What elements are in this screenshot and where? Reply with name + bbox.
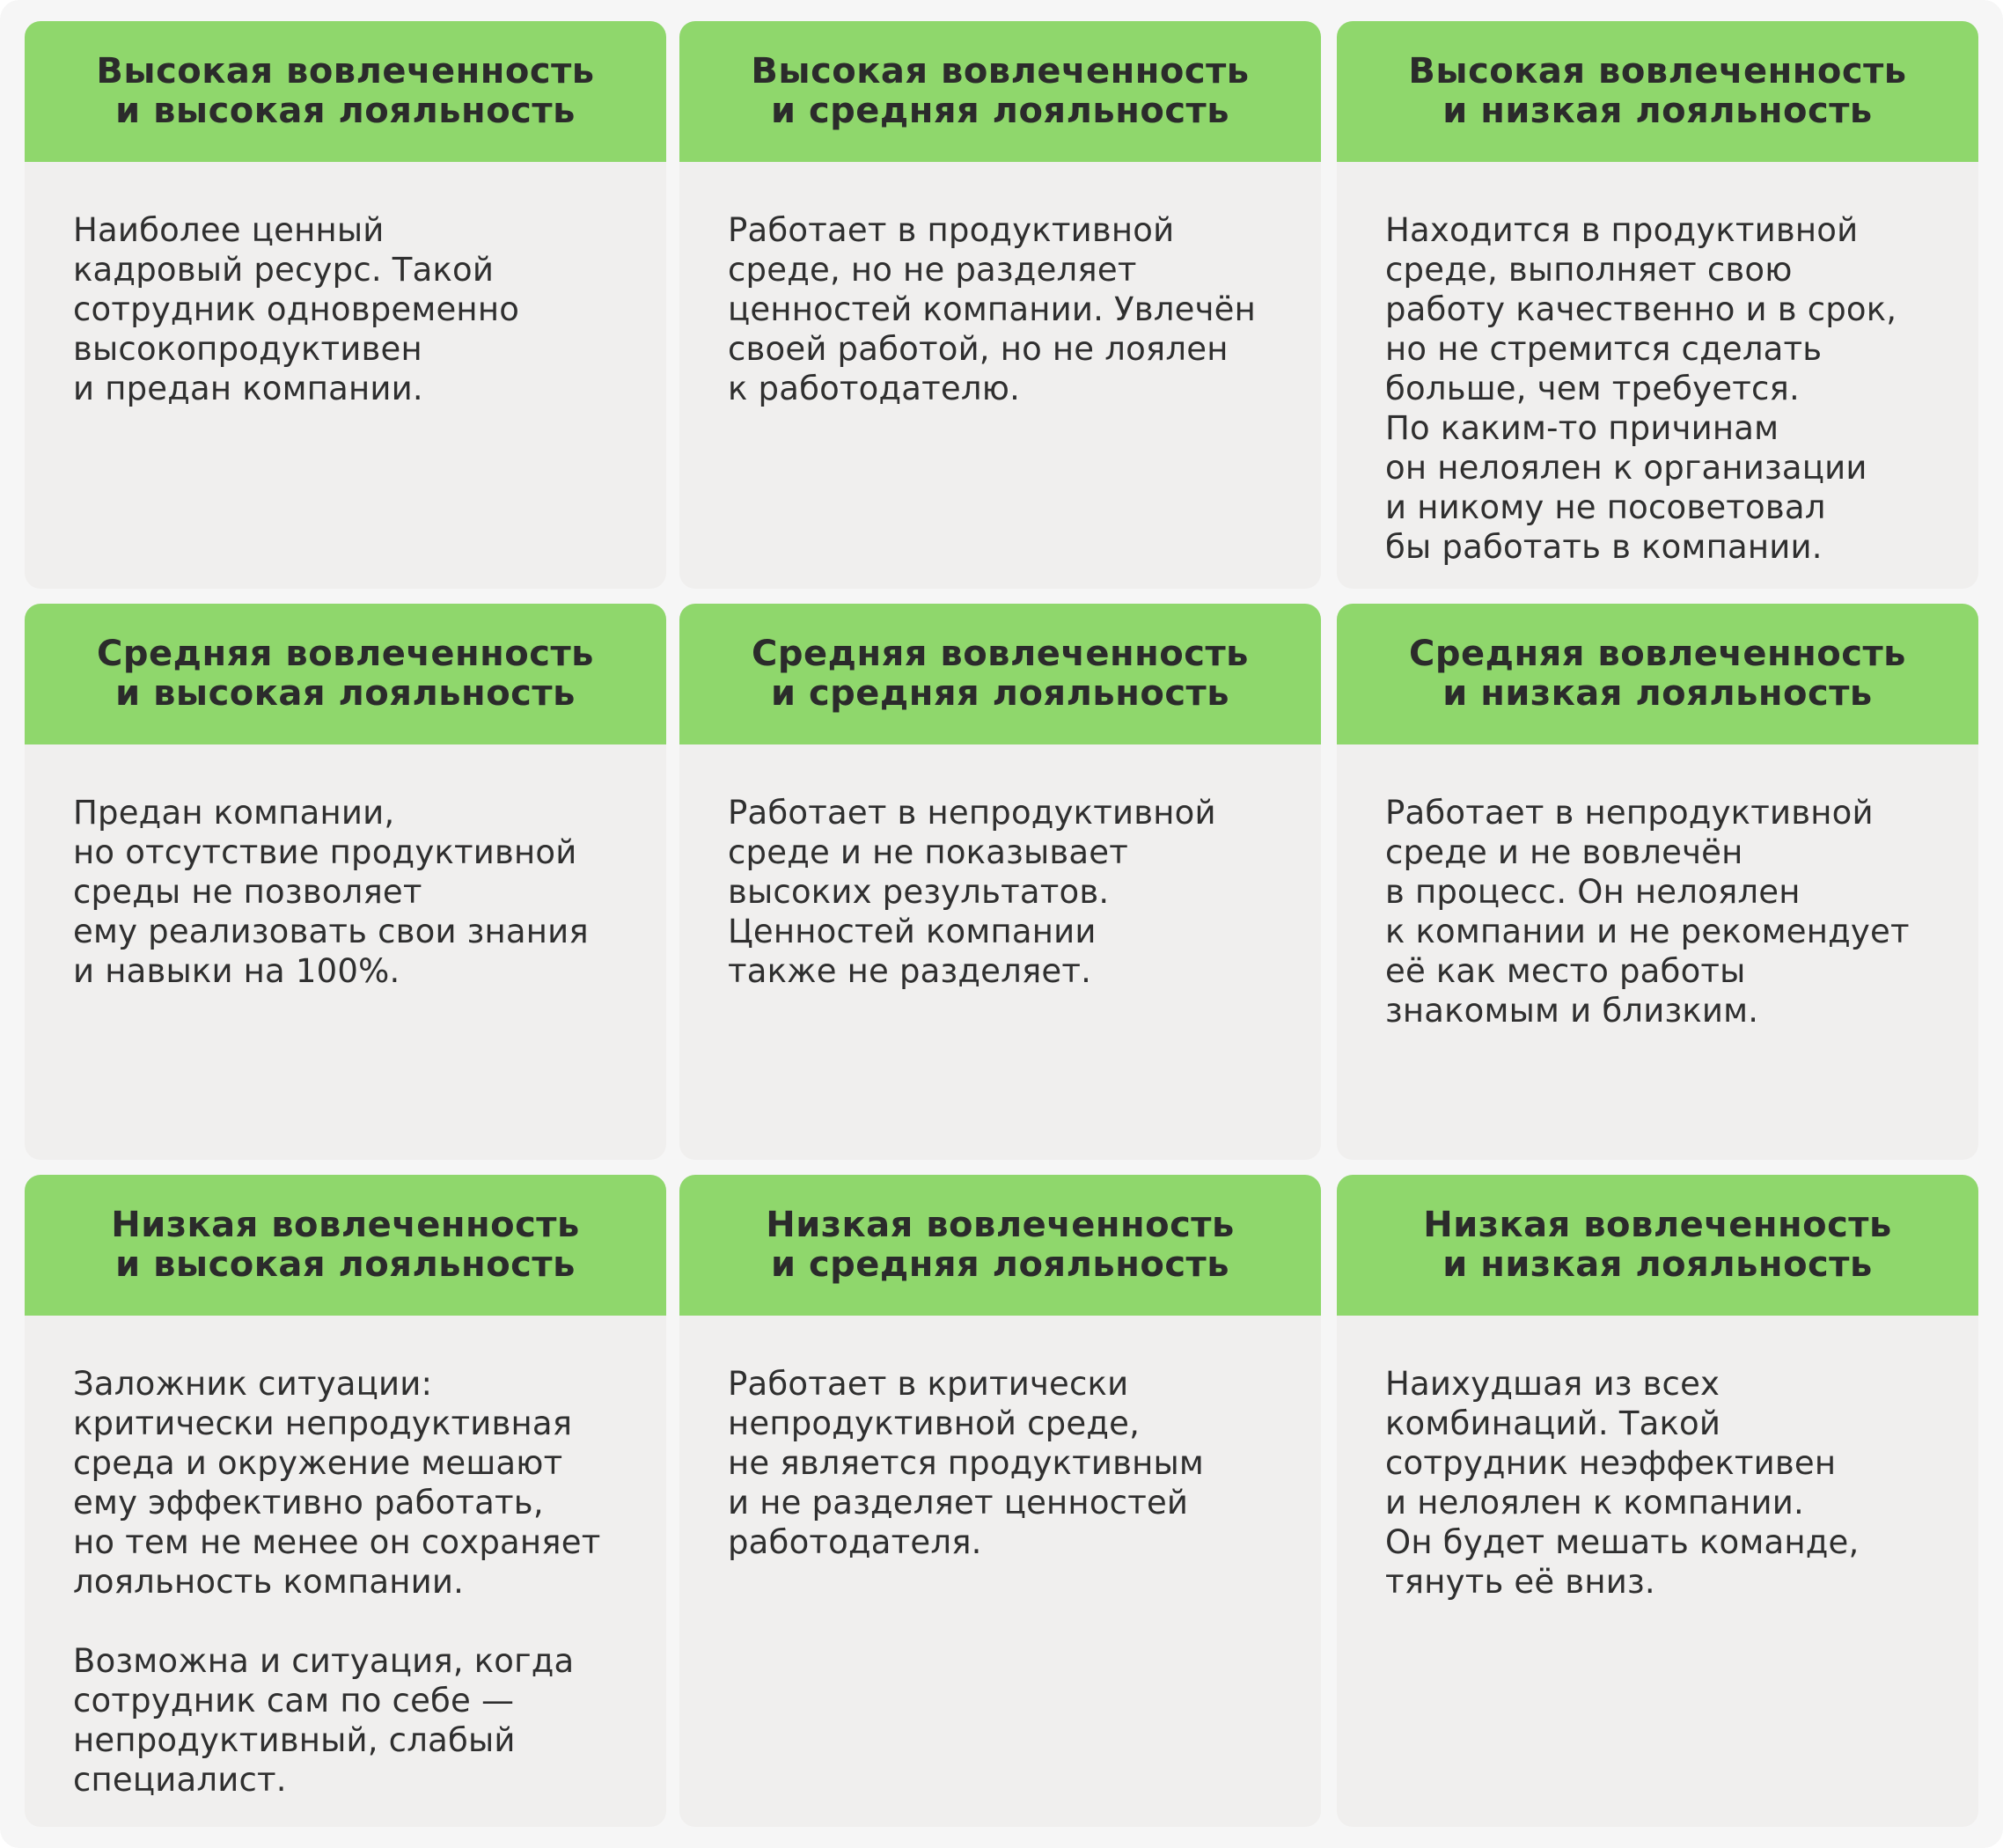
card-title: Низкая вовлеченность и высокая лояльность — [111, 1205, 580, 1285]
card-header — [25, 21, 666, 162]
card-description: Предан компании, но отсутствие продуктивной среды не позволяет ему реализовать свои знания и навыки на 100%. — [73, 794, 589, 990]
card-description: Заложник ситуации: критически непродуктивная среда и окружение мешают ему эффективно работать, но тем не менее он сохраняет лояльность компании. Возможна и ситуация, когда сотрудник сам по себе — непродуктивный, слабый специалист. — [73, 1365, 601, 1799]
card-header — [1337, 604, 1978, 744]
card-description: Работает в непродуктивной среде и не вовлечён в процесс. Он нелоялен к компании и не рекомендует её как место работы знакомым и близким. — [1385, 794, 1910, 1030]
card-header — [1337, 1175, 1978, 1316]
card-title: Средняя вовлеченность и низкая лояльность — [1409, 634, 1906, 714]
card-high-engagement-low-loyalty — [1337, 21, 1978, 589]
card-title: Средняя вовлеченность и высокая лояльность — [97, 634, 594, 714]
card-description: Находится в продуктивной среде, выполняет свою работу качественно и в срок, но не стремится сделать больше, чем требуется. По каким-то причинам он нелоялен к организации и никому не посоветовал бы работать в компании. — [1385, 211, 1897, 566]
card-description: Работает в непродуктивной среде и не показывает высоких результатов. Ценностей компании также не разделяет. — [728, 794, 1216, 990]
card-header — [679, 604, 1321, 744]
card-title: Высокая вовлеченность и средняя лояльность — [751, 51, 1250, 131]
card-description: Работает в продуктивной среде, но не разделяет ценностей компании. Увлечён своей работой, но не лоялен к работодателю. — [728, 211, 1256, 407]
card-medium-engagement-medium-loyalty — [679, 604, 1321, 1160]
card-description: Наихудшая из всех комбинаций. Такой сотрудник неэффективен и нелоялен к компании. Он будет мешать команде, тянуть её вниз. — [1385, 1365, 1860, 1601]
card-header — [25, 604, 666, 744]
card-title: Низкая вовлеченность и средняя лояльность — [766, 1205, 1235, 1285]
card-low-engagement-medium-loyalty — [679, 1175, 1321, 1827]
card-low-engagement-high-loyalty — [25, 1175, 666, 1827]
card-high-engagement-high-loyalty — [25, 21, 666, 589]
card-description: Наиболее ценный кадровый ресурс. Такой сотрудник одновременно высокопродуктивен и предан компании. — [73, 211, 520, 407]
card-title: Высокая вовлеченность и высокая лояльность — [96, 51, 595, 131]
card-title: Низкая вовлеченность и низкая лояльность — [1423, 1205, 1892, 1285]
card-low-engagement-low-loyalty — [1337, 1175, 1978, 1827]
card-medium-engagement-high-loyalty — [25, 604, 666, 1160]
card-header — [679, 21, 1321, 162]
card-header — [679, 1175, 1321, 1316]
card-header — [25, 1175, 666, 1316]
card-header — [1337, 21, 1978, 162]
card-high-engagement-medium-loyalty — [679, 21, 1321, 589]
card-title: Высокая вовлеченность и низкая лояльность — [1408, 51, 1907, 131]
card-description: Работает в критически непродуктивной среде, не является продуктивным и не разделяет ценностей работодателя. — [728, 1365, 1205, 1561]
card-medium-engagement-low-loyalty — [1337, 604, 1978, 1160]
card-title: Средняя вовлеченность и средняя лояльность — [752, 634, 1249, 714]
